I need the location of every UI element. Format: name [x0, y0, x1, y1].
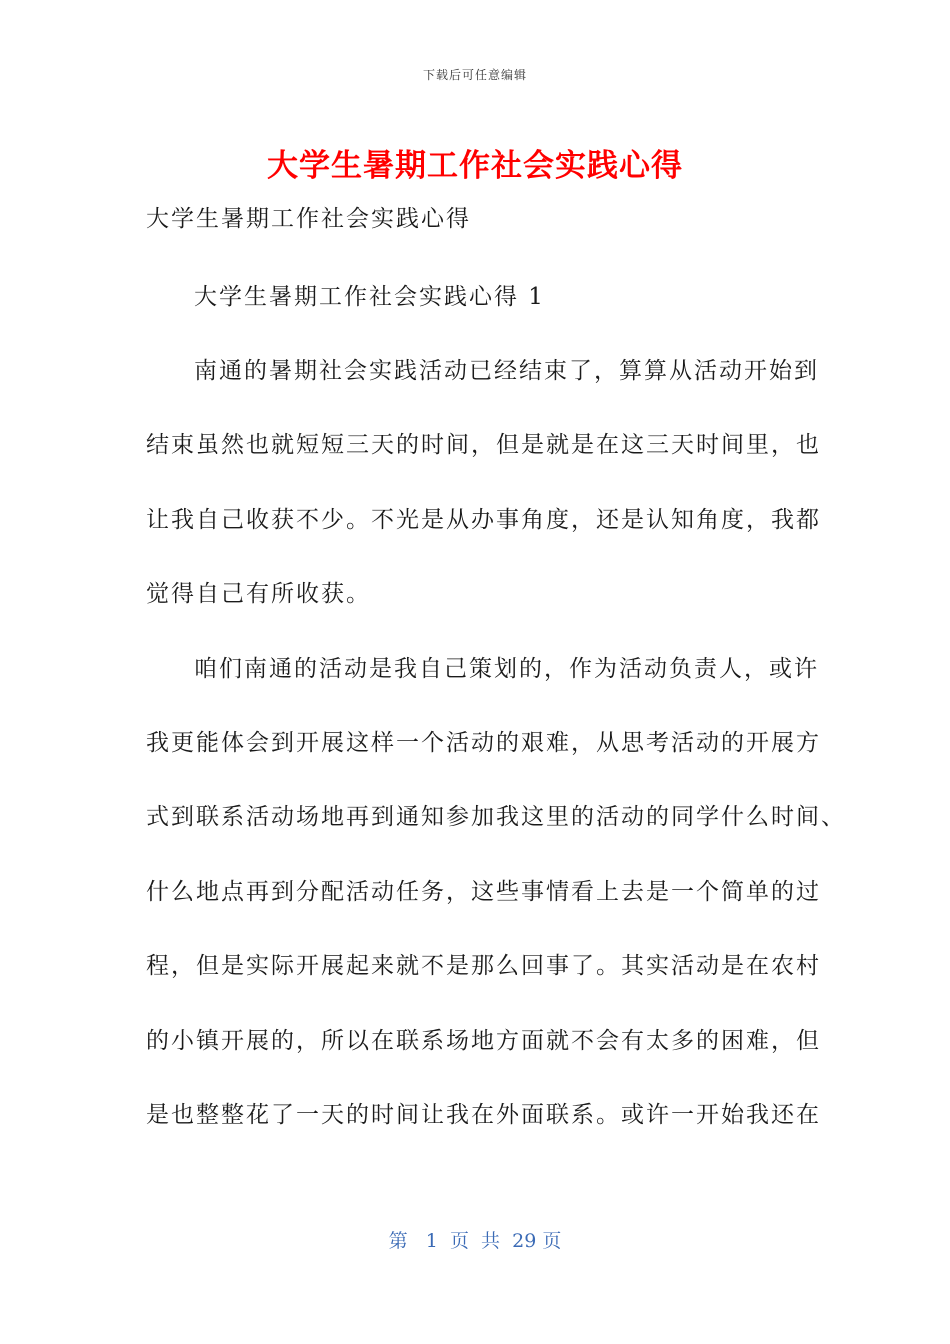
body-line: 什么地点再到分配活动任务，这些事情看上去是一个简单的过 [146, 879, 821, 905]
body-line-subtitle: 大学生暑期工作社会实践心得 [146, 206, 471, 232]
body-line: 程，但是实际开展起来就不是那么回事了。其实活动是在农村 [146, 953, 821, 979]
body-line: 是也整整花了一天的时间让我在外面联系。或许一开始我还在 [146, 1102, 821, 1128]
body-line-section-heading: 大学生暑期工作社会实践心得 1 [194, 284, 545, 310]
body-line: 咱们南通的活动是我自己策划的，作为活动负责人，或许 [194, 656, 819, 682]
body-line: 觉得自己有所收获。 [146, 581, 371, 607]
header-note: 下载后可任意编辑 [422, 68, 527, 82]
page-footer: 第 1 页 共 29 页 [388, 1230, 562, 1252]
document-title: 大学生暑期工作社会实践心得 [267, 148, 683, 184]
body-line: 让我自己收获不少。不光是从办事角度，还是认知角度，我都 [146, 507, 821, 533]
body-line: 南通的暑期社会实践活动已经结束了，算算从活动开始到 [194, 358, 819, 384]
body-line: 式到联系活动场地再到通知参加我这里的活动的同学什么时间、 [146, 804, 846, 830]
body-line: 我更能体会到开展这样一个活动的艰难，从思考活动的开展方 [146, 730, 821, 756]
body-line: 结束虽然也就短短三天的时间，但是就是在这三天时间里，也 [146, 432, 821, 458]
body-line: 的小镇开展的，所以在联系场地方面就不会有太多的困难，但 [146, 1028, 821, 1054]
